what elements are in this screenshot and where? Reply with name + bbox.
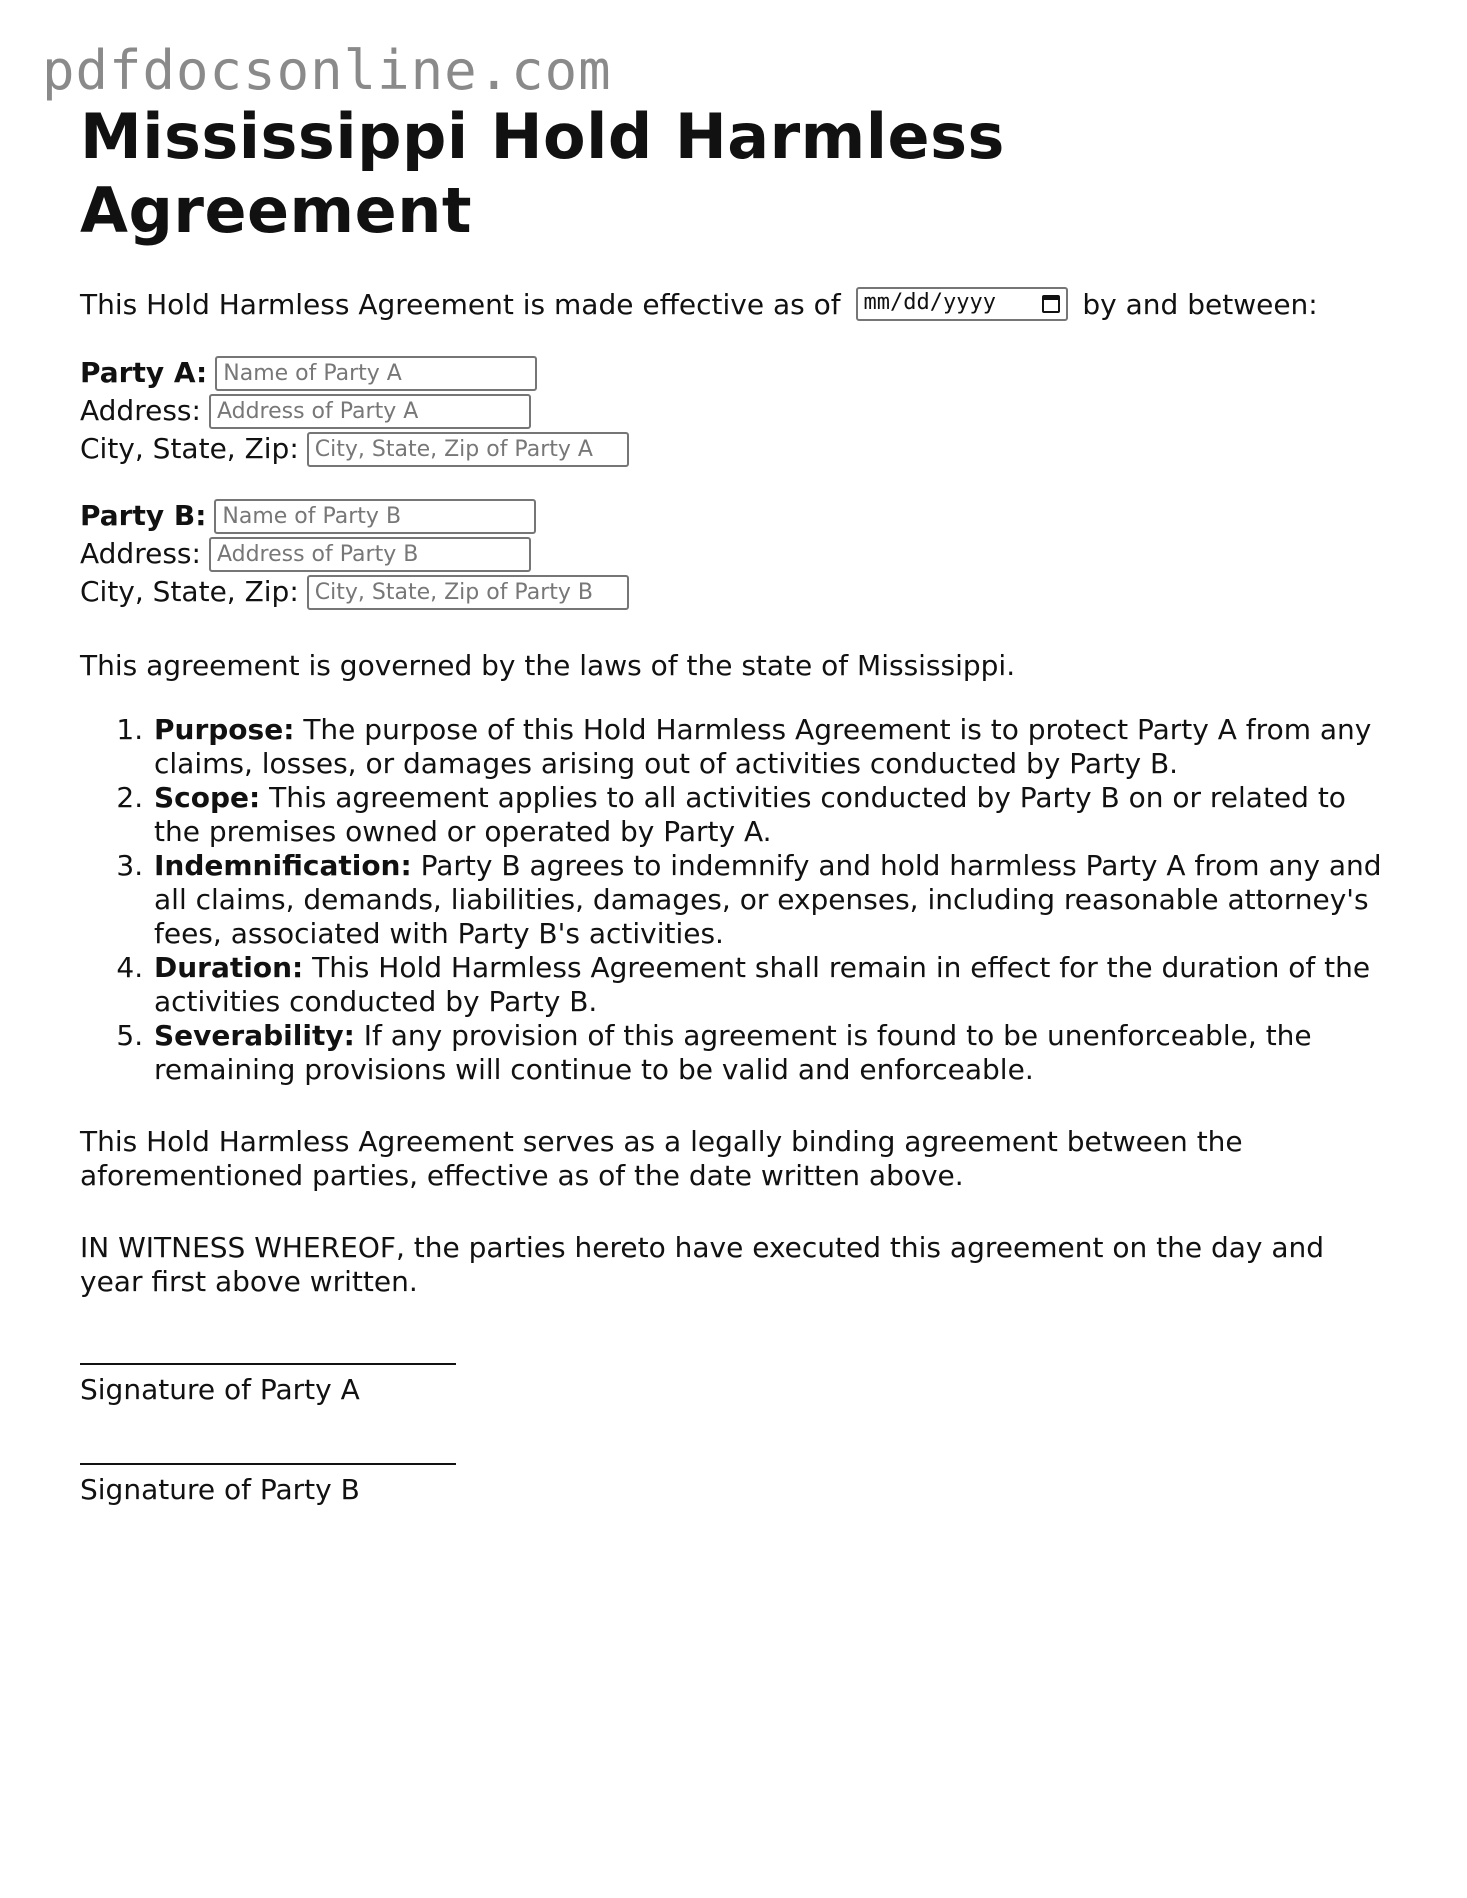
signature-label-party-a: Signature of Party A	[80, 1372, 360, 1406]
party-a-name-input[interactable]: Name of Party A	[215, 356, 537, 391]
signature-line-party-a[interactable]	[80, 1337, 456, 1365]
page-title: Mississippi Hold Harmless Agreement	[80, 100, 1005, 248]
party-b-name-input[interactable]: Name of Party B	[214, 499, 536, 534]
terms-list	[80, 713, 1390, 1087]
party-a-city-input[interactable]: City, State, Zip of Party A	[307, 432, 629, 467]
term-item	[152, 713, 1390, 781]
term-text: This agreement applies to all activities conducted by Party B on or related to the premises owned or operated by Party A.	[154, 780, 1346, 848]
term-title: Indemnification:	[154, 848, 412, 882]
watermark: pdfdocsonline.com	[42, 39, 612, 102]
party-b-address-input[interactable]: Address of Party B	[209, 537, 531, 572]
term-item	[152, 1019, 1390, 1087]
term-title: Scope:	[154, 780, 261, 814]
party-b-address-label: Address:	[80, 537, 201, 571]
party-a-label: Party A:	[80, 356, 208, 390]
witness-statement: IN WITNESS WHEREOF, the parties hereto have executed this agreement on the day and year first above written.	[80, 1230, 1325, 1298]
term-item	[152, 781, 1390, 849]
party-a-city-label: City, State, Zip:	[80, 432, 299, 466]
term-text: If any provision of this agreement is found to be unenforceable, the remaining provisions will continue to be valid and enforceable.	[154, 1018, 1312, 1086]
date-placeholder: mm/dd/yyyy	[863, 290, 996, 316]
term-text: This Hold Harmless Agreement shall remain in effect for the duration of the activities conducted by Party B.	[154, 950, 1371, 1018]
party-a-block	[80, 355, 1390, 468]
term-item	[152, 951, 1390, 1019]
term-text: The purpose of this Hold Harmless Agreement is to protect Party A from any claims, losses, or damages arising out of activities conducted by Party B.	[154, 712, 1372, 780]
document-page	[80, 100, 1390, 1507]
term-item	[152, 849, 1390, 951]
effective-date-input[interactable]	[856, 287, 1068, 321]
party-b-city-label: City, State, Zip:	[80, 575, 299, 609]
term-title: Severability:	[154, 1018, 355, 1052]
intro-text-before: This Hold Harmless Agreement is made effective as of	[80, 287, 841, 321]
intro-text-after: by and between:	[1082, 287, 1318, 321]
term-text: Party B agrees to indemnify and hold harmless Party A from any and all claims, demands, liabilities, damages, or expenses, including reasonable attorney's fees, associated with Party B's activities.	[154, 848, 1382, 950]
signature-block-party-b	[80, 1437, 1390, 1507]
signature-block-party-a	[80, 1337, 1390, 1407]
party-b-city-input[interactable]: City, State, Zip of Party B	[307, 575, 629, 610]
term-title: Duration:	[154, 950, 304, 984]
governing-law-text: This agreement is governed by the laws of the state of Mississippi.	[80, 648, 1016, 682]
signature-label-party-b: Signature of Party B	[80, 1472, 360, 1506]
signature-line-party-b[interactable]	[80, 1437, 456, 1465]
party-a-address-input[interactable]: Address of Party A	[209, 394, 531, 429]
party-b-label: Party B:	[80, 499, 207, 533]
calendar-icon[interactable]	[1042, 295, 1060, 313]
intro-sentence	[80, 287, 1390, 325]
binding-statement: This Hold Harmless Agreement serves as a legally binding agreement between the aforementioned parties, effective as of the date written above.	[80, 1124, 1243, 1192]
party-b-block	[80, 498, 1390, 611]
party-a-address-label: Address:	[80, 394, 201, 428]
term-title: Purpose:	[154, 712, 295, 746]
